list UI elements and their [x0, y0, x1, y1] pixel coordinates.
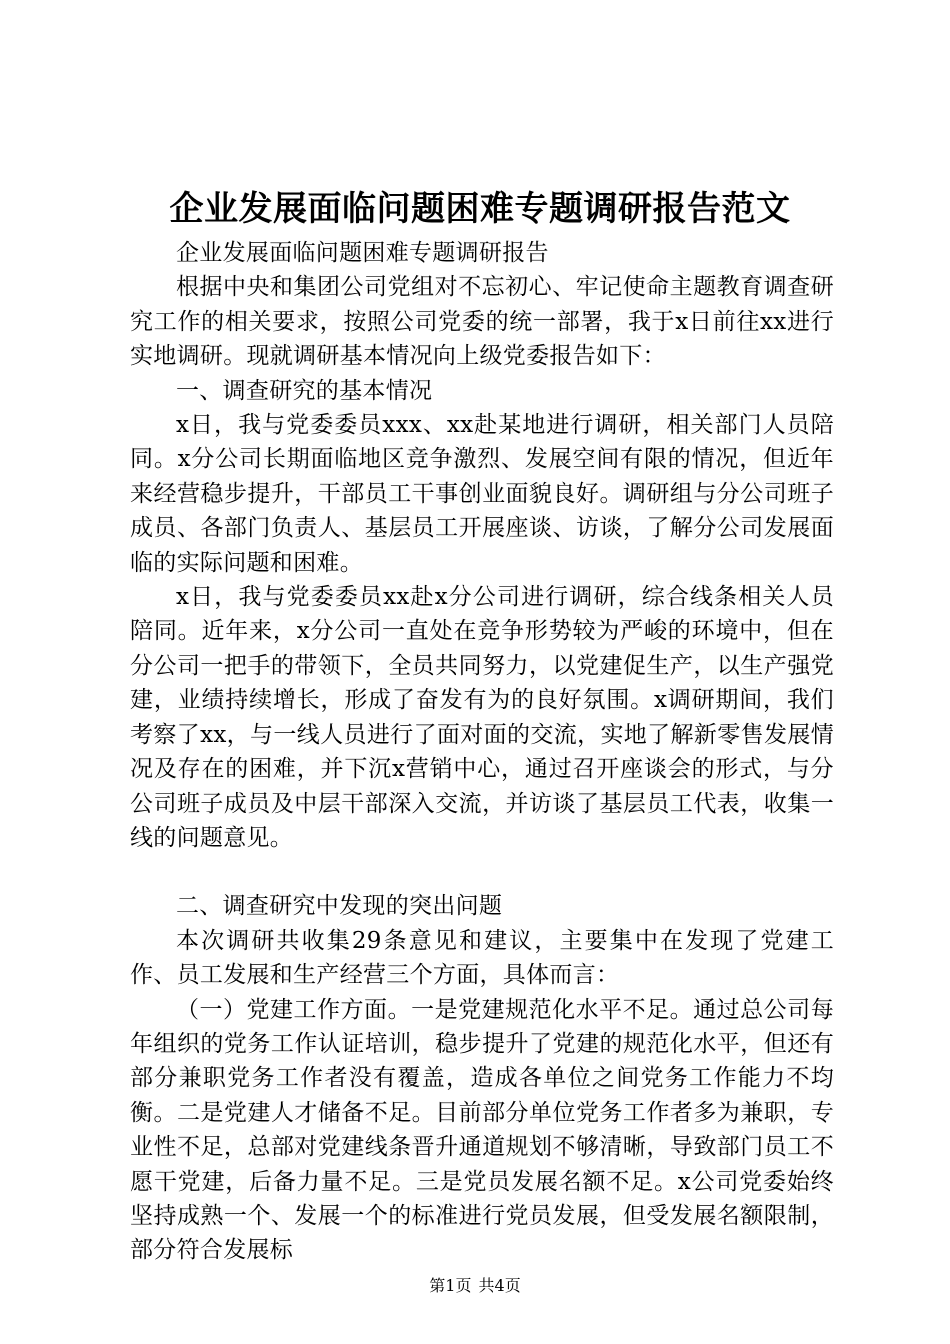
paragraph-research-1: x日，我与党委委员xxx、xx赴某地进行调研，相关部门人员陪同。x分公司长期面临地区竞争激烈、发展空间有限的情况，但近年来经营稳步提升，干部员工干事创业面貌良好。调研组与分公司班子成员、各部门负责人、基层员工开展座谈、访谈，了解分公司发展面临的实际问题和困难。 [130, 412, 834, 576]
document-body [130, 236, 834, 1268]
page-total: 共4页 [478, 1276, 521, 1295]
paragraph-summary: 本次调研共收集29条意见和建议，主要集中在发现了党建工作、员工发展和生产经营三个方面，具体而言： [130, 927, 834, 989]
paragraph-party-building: （一）党建工作方面。一是党建规范化水平不足。通过总公司每年组织的党务工作认证培训，稳步提升了党建的规范化水平，但还有部分兼职党务工作者没有覆盖，造成各单位之间党务工作能力不均衡。二是党建人才储备不足。目前部分单位党务工作者多为兼职，专业性不足，总部对党建线条晋升通道规划不够清晰，导致部门员工不愿干党建，后备力量不足。三是党员发展名额不足。x公司党委始终坚持成熟一个、发展一个的标准进行党员发展，但受发展名额限制，部分符合发展标 [130, 996, 834, 1264]
page-footer [0, 1276, 950, 1296]
paragraph-research-2: x日，我与党委委员xx赴x分公司进行调研，综合线条相关人员陪同。近年来，x分公司一直处在竞争形势较为严峻的环境中，但在分公司一把手的带领下，全员共同努力，以党建促生产，以生产强党建，业绩持续增长，形成了奋发有为的良好氛围。x调研期间，我们考察了xx，与一线人员进行了面对面的交流，实地了解新零售发展情况及存在的困难，并下沉x营销中心，通过召开座谈会的形式，与分公司班子成员及中层干部深入交流，并访谈了基层员工代表，收集一线的问题意见。 [130, 584, 834, 851]
paragraph-subtitle: 企业发展面临问题困难专题调研报告 [176, 240, 549, 266]
paragraph-intro: 根据中央和集团公司党组对不忘初心、牢记使命主题教育调查研究工作的相关要求，按照公司党委的统一部署，我于x日前往xx进行实地调研。现就调研基本情况向上级党委报告如下： [130, 274, 834, 370]
document-title: 企业发展面临问题困难专题调研报告范文 [169, 189, 791, 229]
section-heading-2: 二、调查研究中发现的突出问题 [176, 893, 503, 920]
section-heading-1: 一、调查研究的基本情况 [176, 377, 433, 404]
page-number: 第1页 [429, 1276, 472, 1295]
